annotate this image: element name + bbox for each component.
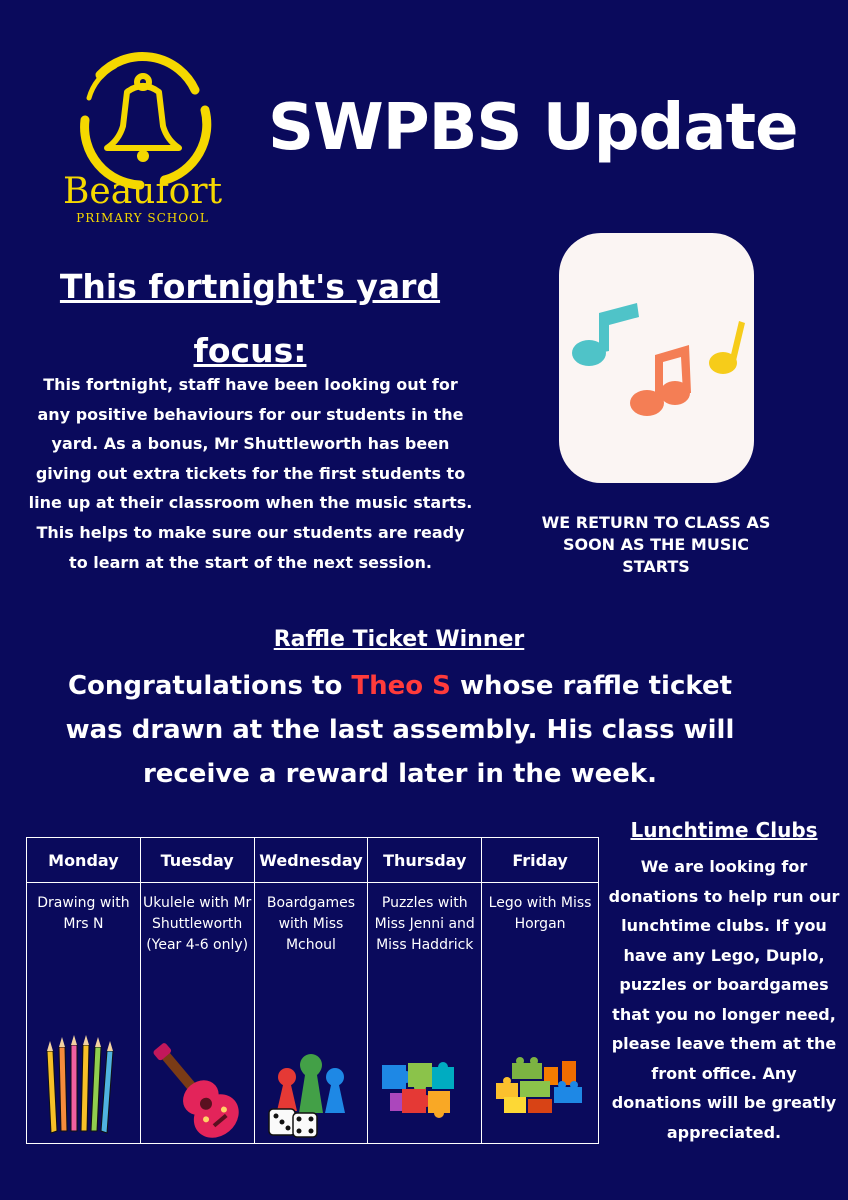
activity-text: Ukulele with Mr Shuttleworth (Year 4-6 only) xyxy=(143,895,252,953)
day-header-thursday: Thursday xyxy=(368,838,482,883)
raffle-heading: Raffle Ticket Winner xyxy=(273,627,525,652)
raffle-winner-name: Theo S xyxy=(351,671,451,701)
raffle-details: whose raffle ticket was drawn at the last assembly. His class will receive a reward later in the week. xyxy=(65,671,735,789)
music-notes-icon xyxy=(559,233,754,483)
yard-focus-body: This fortnight, staff have been looking out for any positive behaviours for our students in the yard. As a bonus, Mr Shuttleworth has been giving out extra tickets for the first students to line up at their classroom when the music starts. This helps to make sure our students are ready to learn at the start of the next session. xyxy=(28,375,473,572)
board-game-icon xyxy=(255,1033,368,1143)
activity-text: Puzzles with Miss Jenni and Miss Haddrick xyxy=(374,895,475,953)
activity-cell-tuesday xyxy=(140,883,254,1144)
page-title: SWPBS Update xyxy=(268,91,798,165)
activity-text: Drawing with Mrs N xyxy=(37,895,130,932)
lego-bricks-icon xyxy=(482,1033,598,1143)
music-card xyxy=(559,233,754,483)
day-header-friday: Friday xyxy=(482,838,599,883)
music-caption: WE RETURN TO CLASS AS SOON AS THE MUSIC STARTS xyxy=(541,513,771,576)
pencils-icon xyxy=(27,1033,140,1143)
puzzle-icon xyxy=(368,1033,481,1143)
lunchtime-clubs-body: We are looking for donations to help run our lunchtime clubs. If you have any Lego, Duplo, puzzles or boardgames that you no longer need, please leave them at the front office. Any donations will be greatly appreciated. xyxy=(608,857,840,1142)
day-header-wednesday: Wednesday xyxy=(254,838,368,883)
activity-text: Boardgames with Miss Mchoul xyxy=(266,895,356,953)
school-name: Beaufort xyxy=(62,171,223,212)
activity-cell-thursday xyxy=(368,883,482,1144)
table-row xyxy=(27,883,599,1144)
clubs-schedule-table xyxy=(26,837,599,1144)
table-header-row xyxy=(27,838,599,883)
raffle-intro: Congratulations to xyxy=(67,671,352,701)
ukulele-icon xyxy=(141,1033,254,1143)
day-header-tuesday: Tuesday xyxy=(140,838,254,883)
activity-cell-monday xyxy=(27,883,141,1144)
raffle-announcement xyxy=(60,664,740,796)
school-subtitle: PRIMARY SCHOOL xyxy=(76,211,209,225)
activity-cell-wednesday xyxy=(254,883,368,1144)
lunchtime-clubs-heading: Lunchtime Clubs xyxy=(630,818,818,842)
activity-cell-friday xyxy=(482,883,599,1144)
activity-text: Lego with Miss Horgan xyxy=(488,895,592,932)
day-header-monday: Monday xyxy=(27,838,141,883)
yard-focus-heading: This fortnight's yard focus: xyxy=(59,267,441,370)
